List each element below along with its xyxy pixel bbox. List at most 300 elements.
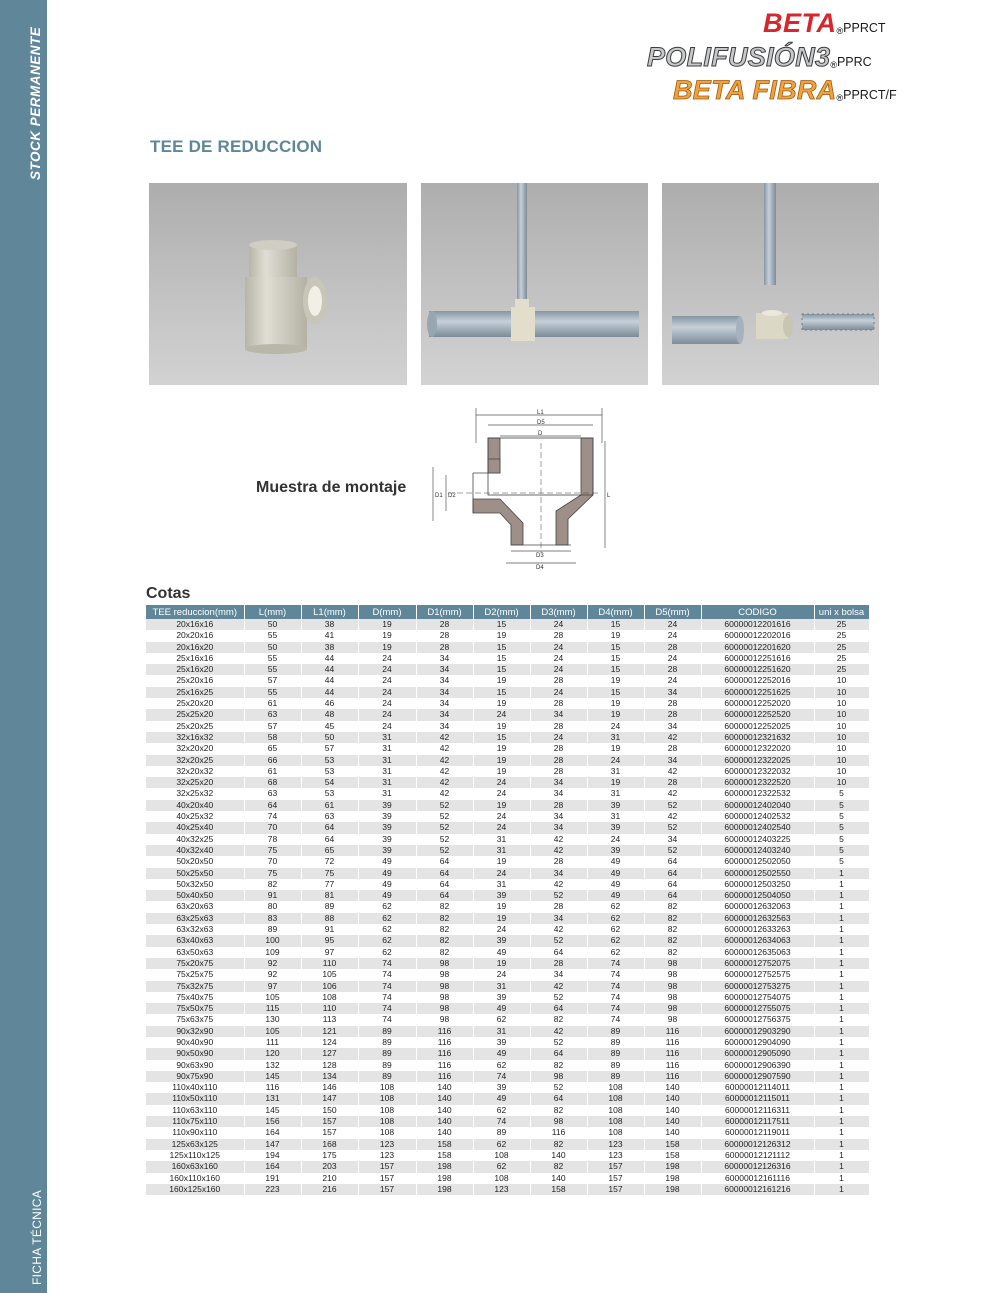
table-cell: 5 xyxy=(814,788,869,799)
table-cell: 198 xyxy=(644,1184,701,1195)
diagram-label-d5: D5 xyxy=(537,420,545,426)
table-cell: 145 xyxy=(244,1071,301,1082)
table-cell: 28 xyxy=(530,800,587,811)
table-cell: 98 xyxy=(416,992,473,1003)
brand-beta-name: BETA xyxy=(763,8,837,38)
table-cell: 160x125x160 xyxy=(146,1184,244,1195)
brand-polifusion-name: POLIFUSIÓN3 xyxy=(647,42,831,72)
table-cell: 19 xyxy=(587,698,644,709)
table-cell: 28 xyxy=(644,642,701,653)
table-row xyxy=(146,1003,869,1014)
brand-beta-fibra xyxy=(673,75,897,106)
table-cell: 1 xyxy=(814,1060,869,1071)
table-cell: 64 xyxy=(530,947,587,958)
table-cell: 60000012252025 xyxy=(701,721,814,732)
table-cell: 157 xyxy=(301,1127,358,1138)
table-cell: 53 xyxy=(301,766,358,777)
table-cell: 95 xyxy=(301,935,358,946)
table-cell: 60000012126312 xyxy=(701,1139,814,1150)
table-cell: 5 xyxy=(814,811,869,822)
table-cell: 62 xyxy=(587,935,644,946)
table-row xyxy=(146,969,869,980)
column-header: L(mm) xyxy=(244,605,301,619)
table-cell: 40x32x25 xyxy=(146,834,244,845)
table-cell: 50 xyxy=(301,732,358,743)
table-cell: 97 xyxy=(244,981,301,992)
table-cell: 31 xyxy=(358,732,416,743)
table-cell: 60000012322532 xyxy=(701,788,814,799)
table-row xyxy=(146,935,869,946)
table-cell: 64 xyxy=(644,856,701,867)
table-cell: 90x50x90 xyxy=(146,1048,244,1059)
table-cell: 198 xyxy=(644,1161,701,1172)
column-header: D1(mm) xyxy=(416,605,473,619)
table-row xyxy=(146,1150,869,1161)
brand-polifusion-suffix: PPRC xyxy=(836,55,872,69)
table-cell: 91 xyxy=(301,924,358,935)
table-cell: 89 xyxy=(587,1026,644,1037)
table-cell: 25 xyxy=(814,664,869,675)
table-cell: 28 xyxy=(644,709,701,720)
table-cell: 24 xyxy=(587,721,644,732)
diagram-label-l: L xyxy=(607,493,611,499)
table-row xyxy=(146,901,869,912)
table-cell: 52 xyxy=(416,845,473,856)
table-cell: 89 xyxy=(473,1127,530,1138)
table-cell: 34 xyxy=(530,788,587,799)
table-cell: 60000012754075 xyxy=(701,992,814,1003)
table-cell: 60000012632563 xyxy=(701,913,814,924)
brand-fibra-suffix: PPRCT/F xyxy=(843,88,897,102)
table-cell: 50 xyxy=(244,619,301,630)
table-cell: 1 xyxy=(814,1161,869,1172)
table-cell: 34 xyxy=(416,664,473,675)
table-row xyxy=(146,653,869,664)
table-cell: 97 xyxy=(301,947,358,958)
table-cell: 132 xyxy=(244,1060,301,1071)
table-cell: 1 xyxy=(814,1003,869,1014)
table-cell: 52 xyxy=(416,800,473,811)
table-cell: 32x25x20 xyxy=(146,777,244,788)
table-cell: 175 xyxy=(301,1150,358,1161)
table-cell: 49 xyxy=(473,1003,530,1014)
table-cell: 20x16x16 xyxy=(146,619,244,630)
table-cell: 44 xyxy=(301,653,358,664)
table-cell: 24 xyxy=(358,687,416,698)
table-cell: 116 xyxy=(644,1037,701,1048)
table-cell: 158 xyxy=(416,1150,473,1161)
table-cell: 83 xyxy=(244,913,301,924)
table-cell: 66 xyxy=(244,755,301,766)
table-cell: 62 xyxy=(587,913,644,924)
table-cell: 75x50x75 xyxy=(146,1003,244,1014)
table-row xyxy=(146,1026,869,1037)
table-cell: 39 xyxy=(473,992,530,1003)
table-cell: 31 xyxy=(358,788,416,799)
table-cell: 24 xyxy=(473,811,530,822)
table-cell: 32x16x32 xyxy=(146,732,244,743)
table-cell: 91 xyxy=(244,890,301,901)
brand-polifusion-mark: ® xyxy=(830,60,837,70)
table-cell: 158 xyxy=(530,1184,587,1195)
table-cell: 42 xyxy=(530,845,587,856)
table-cell: 82 xyxy=(416,901,473,912)
table-cell: 19 xyxy=(473,913,530,924)
table-cell: 158 xyxy=(644,1139,701,1150)
table-cell: 64 xyxy=(530,1048,587,1059)
table-cell: 1 xyxy=(814,1184,869,1195)
table-cell: 98 xyxy=(644,958,701,969)
table-cell: 15 xyxy=(473,732,530,743)
table-row xyxy=(146,1139,869,1150)
table-cell: 24 xyxy=(473,777,530,788)
table-cell: 75 xyxy=(244,845,301,856)
table-cell: 1 xyxy=(814,1093,869,1104)
table-cell: 89 xyxy=(358,1060,416,1071)
table-cell: 28 xyxy=(530,856,587,867)
table-cell: 28 xyxy=(530,721,587,732)
table-cell: 45 xyxy=(301,721,358,732)
table-cell: 24 xyxy=(587,755,644,766)
table-cell: 60000012904090 xyxy=(701,1037,814,1048)
table-cell: 1 xyxy=(814,1048,869,1059)
table-cell: 52 xyxy=(644,822,701,833)
table-cell: 1 xyxy=(814,935,869,946)
table-cell: 123 xyxy=(587,1150,644,1161)
table-cell: 89 xyxy=(358,1071,416,1082)
table-cell: 40x20x40 xyxy=(146,800,244,811)
table-cell: 15 xyxy=(587,642,644,653)
table-cell: 74 xyxy=(587,992,644,1003)
table-cell: 10 xyxy=(814,698,869,709)
table-cell: 60000012202016 xyxy=(701,630,814,641)
table-cell: 49 xyxy=(473,1048,530,1059)
table-cell: 52 xyxy=(530,1082,587,1093)
table-cell: 1 xyxy=(814,1071,869,1082)
table-cell: 52 xyxy=(530,1037,587,1048)
table-cell: 40x32x40 xyxy=(146,845,244,856)
table-cell: 60000012632063 xyxy=(701,901,814,912)
table-cell: 28 xyxy=(644,664,701,675)
table-cell: 70 xyxy=(244,856,301,867)
diagram-label-d4: D4 xyxy=(536,565,544,571)
table-cell: 88 xyxy=(301,913,358,924)
table-cell: 60000012251620 xyxy=(701,664,814,675)
table-cell: 31 xyxy=(358,777,416,788)
table-cell: 25x20x20 xyxy=(146,698,244,709)
table-cell: 39 xyxy=(358,800,416,811)
table-row xyxy=(146,709,869,720)
table-cell: 60000012321632 xyxy=(701,732,814,743)
table-row xyxy=(146,743,869,754)
table-cell: 98 xyxy=(644,969,701,980)
table-cell: 1 xyxy=(814,1105,869,1116)
table-row xyxy=(146,1060,869,1071)
table-cell: 54 xyxy=(301,777,358,788)
table-cell: 108 xyxy=(358,1127,416,1138)
table-cell: 49 xyxy=(358,879,416,890)
table-cell: 57 xyxy=(244,675,301,686)
table-cell: 60000012502050 xyxy=(701,856,814,867)
table-cell: 52 xyxy=(416,822,473,833)
table-row xyxy=(146,777,869,788)
table-cell: 157 xyxy=(358,1161,416,1172)
table-cell: 60000012119011 xyxy=(701,1127,814,1138)
table-cell: 42 xyxy=(644,811,701,822)
table-cell: 19 xyxy=(473,958,530,969)
table-cell: 28 xyxy=(644,698,701,709)
assembled-tee-image xyxy=(421,183,648,385)
table-cell: 74 xyxy=(358,1014,416,1025)
table-cell: 140 xyxy=(644,1105,701,1116)
table-cell: 24 xyxy=(358,698,416,709)
table-cell: 60000012161116 xyxy=(701,1173,814,1184)
table-cell: 34 xyxy=(530,811,587,822)
table-cell: 62 xyxy=(473,1060,530,1071)
table-cell: 116 xyxy=(530,1127,587,1138)
table-cell: 115 xyxy=(244,1003,301,1014)
table-row xyxy=(146,721,869,732)
table-cell: 74 xyxy=(473,1116,530,1127)
table-cell: 82 xyxy=(530,1105,587,1116)
table-cell: 15 xyxy=(587,664,644,675)
table-cell: 10 xyxy=(814,721,869,732)
table-cell: 160x110x160 xyxy=(146,1173,244,1184)
table-cell: 24 xyxy=(644,619,701,630)
table-cell: 34 xyxy=(530,777,587,788)
table-cell: 34 xyxy=(644,834,701,845)
table-cell: 31 xyxy=(358,743,416,754)
table-cell: 157 xyxy=(358,1173,416,1184)
table-cell: 50x25x50 xyxy=(146,868,244,879)
table-cell: 70 xyxy=(244,822,301,833)
table-cell: 24 xyxy=(358,721,416,732)
table-cell: 31 xyxy=(358,755,416,766)
table-cell: 116 xyxy=(644,1060,701,1071)
table-cell: 24 xyxy=(358,653,416,664)
table-cell: 60000012161216 xyxy=(701,1184,814,1195)
table-cell: 55 xyxy=(244,687,301,698)
table-cell: 140 xyxy=(644,1116,701,1127)
table-cell: 24 xyxy=(530,653,587,664)
column-header: D(mm) xyxy=(358,605,416,619)
table-cell: 24 xyxy=(530,732,587,743)
table-cell: 157 xyxy=(587,1161,644,1172)
table-cell: 49 xyxy=(587,890,644,901)
table-cell: 60000012402540 xyxy=(701,822,814,833)
table-cell: 60000012252020 xyxy=(701,698,814,709)
table-row xyxy=(146,1037,869,1048)
table-cell: 74 xyxy=(358,969,416,980)
table-cell: 124 xyxy=(301,1037,358,1048)
column-header: D3(mm) xyxy=(530,605,587,619)
table-cell: 1 xyxy=(814,1014,869,1025)
table-cell: 164 xyxy=(244,1161,301,1172)
table-cell: 34 xyxy=(530,969,587,980)
table-cell: 60000012756375 xyxy=(701,1014,814,1025)
table-row xyxy=(146,913,869,924)
table-cell: 89 xyxy=(587,1060,644,1071)
table-cell: 62 xyxy=(358,913,416,924)
table-cell: 116 xyxy=(416,1037,473,1048)
table-cell: 108 xyxy=(358,1116,416,1127)
table-cell: 82 xyxy=(530,1060,587,1071)
table-cell: 116 xyxy=(644,1048,701,1059)
table-cell: 53 xyxy=(301,788,358,799)
table-cell: 108 xyxy=(358,1082,416,1093)
table-cell: 62 xyxy=(358,947,416,958)
table-cell: 34 xyxy=(644,755,701,766)
table-cell: 1 xyxy=(814,913,869,924)
table-cell: 62 xyxy=(473,1161,530,1172)
table-cell: 63x40x63 xyxy=(146,935,244,946)
table-cell: 110x75x110 xyxy=(146,1116,244,1127)
tee-dimension-diagram xyxy=(428,403,628,575)
table-cell: 116 xyxy=(644,1026,701,1037)
table-cell: 10 xyxy=(814,687,869,698)
table-cell: 64 xyxy=(644,868,701,879)
table-cell: 89 xyxy=(244,924,301,935)
table-cell: 82 xyxy=(644,913,701,924)
table-cell: 42 xyxy=(416,732,473,743)
table-cell: 63 xyxy=(244,709,301,720)
table-cell: 28 xyxy=(530,698,587,709)
table-cell: 39 xyxy=(473,890,530,901)
table-cell: 82 xyxy=(416,935,473,946)
table-cell: 60000012201616 xyxy=(701,619,814,630)
table-cell: 34 xyxy=(644,687,701,698)
table-cell: 109 xyxy=(244,947,301,958)
table-cell: 19 xyxy=(473,766,530,777)
table-row xyxy=(146,1082,869,1093)
table-cell: 60000012251616 xyxy=(701,653,814,664)
table-cell: 64 xyxy=(301,834,358,845)
table-cell: 92 xyxy=(244,969,301,980)
table-cell: 116 xyxy=(416,1048,473,1059)
diagram-label-l1: L1 xyxy=(537,410,544,416)
table-cell: 52 xyxy=(530,890,587,901)
table-cell: 125x110x125 xyxy=(146,1150,244,1161)
table-cell: 120 xyxy=(244,1048,301,1059)
table-cell: 39 xyxy=(587,845,644,856)
table-cell: 34 xyxy=(530,868,587,879)
table-cell: 77 xyxy=(301,879,358,890)
table-cell: 116 xyxy=(416,1026,473,1037)
table-cell: 39 xyxy=(358,834,416,845)
table-cell: 164 xyxy=(244,1127,301,1138)
assembly-label: Muestra de montaje xyxy=(256,479,407,496)
table-cell: 60000012906390 xyxy=(701,1060,814,1071)
table-cell: 49 xyxy=(473,1093,530,1104)
table-heading: Cotas xyxy=(146,585,191,602)
table-row xyxy=(146,788,869,799)
table-cell: 140 xyxy=(416,1116,473,1127)
table-cell: 19 xyxy=(587,777,644,788)
table-cell: 24 xyxy=(358,675,416,686)
table-cell: 62 xyxy=(358,924,416,935)
table-cell: 42 xyxy=(416,766,473,777)
table-cell: 168 xyxy=(301,1139,358,1150)
table-cell: 1 xyxy=(814,992,869,1003)
table-row xyxy=(146,1127,869,1138)
table-cell: 10 xyxy=(814,675,869,686)
table-cell: 52 xyxy=(530,935,587,946)
table-cell: 108 xyxy=(587,1082,644,1093)
table-cell: 49 xyxy=(587,868,644,879)
table-cell: 105 xyxy=(244,1026,301,1037)
table-cell: 98 xyxy=(644,1014,701,1025)
table-cell: 60000012121112 xyxy=(701,1150,814,1161)
table-cell: 1 xyxy=(814,890,869,901)
table-cell: 48 xyxy=(301,709,358,720)
table-cell: 108 xyxy=(587,1116,644,1127)
table-cell: 140 xyxy=(644,1127,701,1138)
table-cell: 25 xyxy=(814,630,869,641)
table-row xyxy=(146,924,869,935)
table-cell: 20x20x16 xyxy=(146,630,244,641)
table-cell: 28 xyxy=(644,743,701,754)
table-cell: 64 xyxy=(416,868,473,879)
table-cell: 108 xyxy=(358,1093,416,1104)
table-cell: 63x25x63 xyxy=(146,913,244,924)
table-cell: 28 xyxy=(530,630,587,641)
table-cell: 15 xyxy=(473,642,530,653)
table-cell: 60000012114011 xyxy=(701,1082,814,1093)
table-cell: 89 xyxy=(301,901,358,912)
table-cell: 31 xyxy=(587,732,644,743)
table-cell: 19 xyxy=(473,800,530,811)
table-cell: 42 xyxy=(530,981,587,992)
table-cell: 39 xyxy=(358,845,416,856)
table-cell: 5 xyxy=(814,856,869,867)
table-row xyxy=(146,1071,869,1082)
table-cell: 110x50x110 xyxy=(146,1093,244,1104)
table-cell: 1 xyxy=(814,1139,869,1150)
table-cell: 52 xyxy=(530,992,587,1003)
table-cell: 64 xyxy=(416,856,473,867)
table-cell: 62 xyxy=(587,901,644,912)
table-cell: 123 xyxy=(473,1184,530,1195)
table-cell: 42 xyxy=(530,834,587,845)
tee-fitting-image xyxy=(149,183,407,385)
table-row xyxy=(146,992,869,1003)
table-cell: 74 xyxy=(473,1071,530,1082)
table-cell: 111 xyxy=(244,1037,301,1048)
table-row xyxy=(146,630,869,641)
table-cell: 60000012115011 xyxy=(701,1093,814,1104)
table-cell: 40x25x32 xyxy=(146,811,244,822)
table-cell: 140 xyxy=(644,1082,701,1093)
table-cell: 60000012503250 xyxy=(701,879,814,890)
table-cell: 10 xyxy=(814,732,869,743)
table-cell: 89 xyxy=(587,1071,644,1082)
table-cell: 62 xyxy=(473,1139,530,1150)
table-cell: 32x20x32 xyxy=(146,766,244,777)
table-row xyxy=(146,698,869,709)
table-cell: 75 xyxy=(244,868,301,879)
table-cell: 52 xyxy=(416,811,473,822)
table-cell: 34 xyxy=(530,822,587,833)
table-cell: 82 xyxy=(644,924,701,935)
table-cell: 24 xyxy=(473,709,530,720)
table-cell: 63x50x63 xyxy=(146,947,244,958)
table-cell: 34 xyxy=(416,698,473,709)
table-cell: 158 xyxy=(644,1150,701,1161)
column-header: D2(mm) xyxy=(473,605,530,619)
table-cell: 28 xyxy=(416,630,473,641)
table-cell: 19 xyxy=(473,721,530,732)
brand-fibra-mark: ® xyxy=(836,93,844,103)
